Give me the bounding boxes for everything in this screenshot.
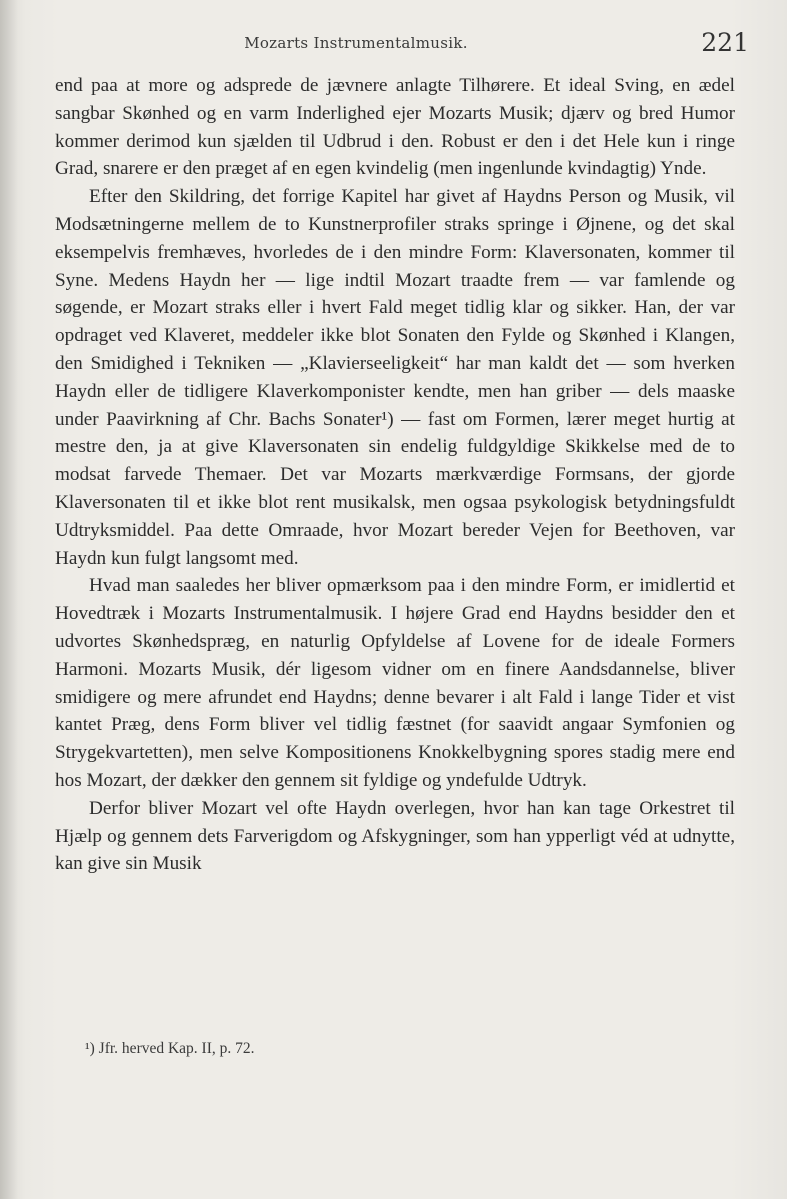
footnote: ¹) Jfr. herved Kap. II, p. 72. (85, 1040, 255, 1057)
page-number: 221 (701, 28, 749, 57)
page-header (0, 28, 787, 62)
spine-shadow (0, 0, 18, 1199)
body-text (55, 72, 735, 878)
paragraph-3: Hvad man saaledes her bliver opmærksom paa i den mindre Form, er imidlertid et Hovedtræk i Mozarts Instrumentalmusik. I højere Grad end Haydns besidder den et udvortes Skønhedspræg, en naturlig Opfyldelse af Lovene for de ideale Formers Harmoni. Mozarts Musik, dér ligesom vidner om en finere Aandsdannelse, bliver smidigere og mere afrundet end Haydns; denne bevarer i alt Fald i lange Tider et vist kantet Præg, dens Form bliver vel tidlig fæstnet (for saavidt angaar Symfonien og Strygekvartetten), men selve Kompositionens Knokkelbygning spores stadig mere end hos Mozart, der dækker den gennem sit fyldige og yndefulde Udtryk. (55, 575, 735, 791)
running-head: Mozarts Instrumentalmusik. (244, 34, 468, 52)
paragraph-4: Derfor bliver Mozart vel ofte Haydn overlegen, hvor han kan tage Orkestret til Hjælp og gennem dets Farverigdom og Afskygninger, som han ypperligt véd at udnytte, kan give sin Musik (55, 797, 735, 875)
paragraph-2: Efter den Skildring, det forrige Kapitel har givet af Haydns Person og Musik, vil Modsætningerne mellem de to Kunstnerprofiler straks springe i Øjnene, og det skal eksempelvis fremhæves, hvorledes de i den mindre Form: Klaversonaten, kommer til Syne. Medens Haydn her — lige indtil Mozart traadte frem — var famlende og søgende, er Mozart straks eller i hvert Fald meget tidlig klar og sikker. Han, der var opdraget ved Klaveret, meddeler ikke blot Sonaten den Fylde og Skønhed i Klangen, den Smidighed i Tekniken — „Klavierseeligkeit“ har man kaldt det — som hverken Haydn eller de tidligere Klaverkomponister kendte, men han griber — dels maaske under Paavirkning af Chr. Bachs Sonater¹) — fast om Formen, lærer meget hurtig at mestre den, ja at give Klaversonaten sin endelig fuldgyldige Skikkelse med de to modsat farvede Themaer. Det var Mozarts mærkværdige Formsans, der gjorde Klaversonaten til et ikke blot rent musikalsk, men ogsaa psykologisk betydningsfuldt Udtryksmiddel. Paa dette Omraade, hvor Mozart bereder Vejen for Beethoven, var Haydn kun fulgt langsomt med. (55, 186, 735, 569)
paragraph-1: end paa at more og adsprede de jævnere anlagte Tilhørere. Et ideal Sving, en ædel sangbar Skønhed og en varm Inderlighed ejer Mozarts Musik; djærv og bred Humor kommer derimod kun sjælden til Udbrud i den. Robust er den i det Hele kun i ringe Grad, snarere er den præget af en egen kvindelig (men ingenlunde kvindagtig) Ynde. (55, 75, 735, 180)
